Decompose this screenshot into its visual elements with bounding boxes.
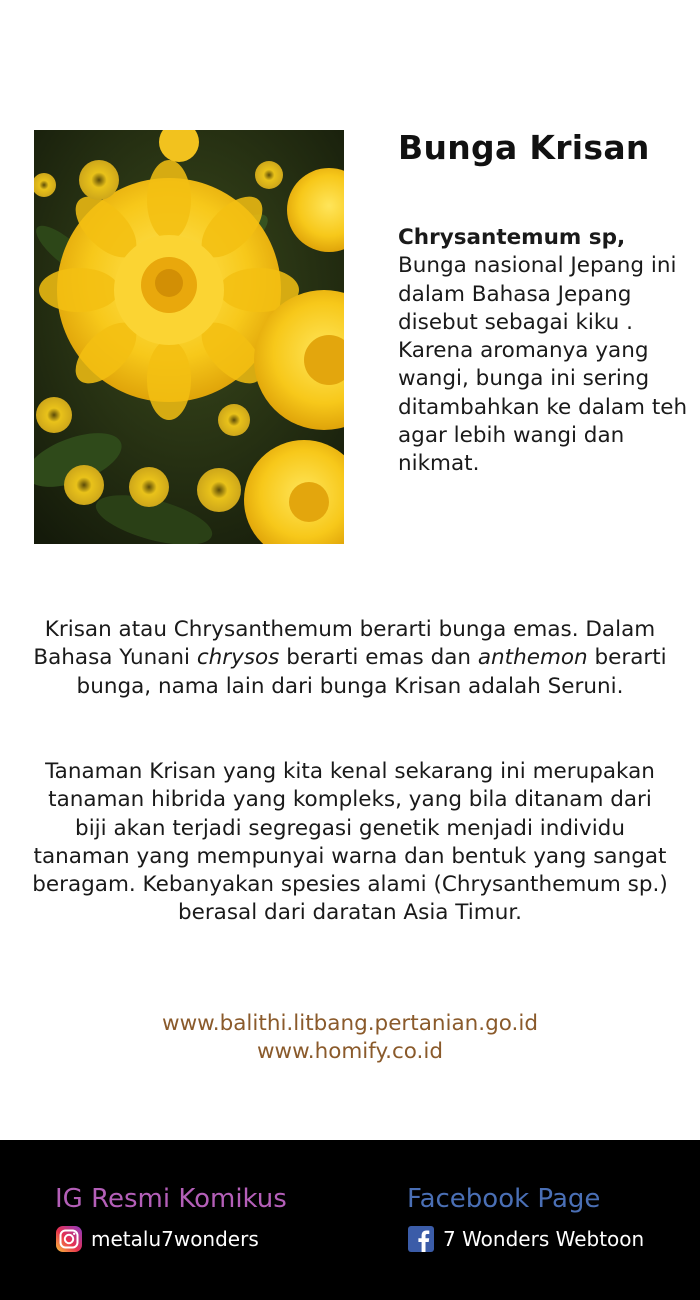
etymology-text-3: berarti bunga, nama lain dari bunga Krisan adalah Seruni. <box>76 645 667 699</box>
etymology-term-chrysos: chrysos <box>196 645 280 671</box>
source-link[interactable]: www.balithi.litbang.pertanian.go.id <box>162 1011 538 1036</box>
side-description <box>398 224 688 479</box>
scientific-name: Chrysantemum sp, <box>398 225 626 250</box>
etymology-text-1: Krisan atau Chrysanthemum berarti bunga emas. Dalam Bahasa Yunani <box>33 617 656 671</box>
hybrid-paragraph: Tanaman Krisan yang kita kenal sekarang ini merupakan tanaman hibrida yang kompleks, yang bila ditanam dari biji akan terjadi segregasi genetik menjadi individu tanaman yang mempunyai warna dan bentuk yang sangat beragam. Kebanyakan spesies alami (Chrysanthemum sp.) berasal dari daratan Asia Timur. <box>32 759 668 926</box>
footer <box>0 1140 700 1300</box>
instagram-link[interactable] <box>55 1224 259 1254</box>
instagram-heading: IG Resmi Komikus <box>55 1184 287 1214</box>
etymology-term-anthemon: anthemon <box>477 645 588 671</box>
etymology-text-2: berarti emas dan <box>279 645 478 671</box>
instagram-icon <box>55 1225 83 1253</box>
source-link[interactable]: www.homify.co.id <box>256 1039 444 1065</box>
side-description-body: Bunga nasional Jepang ini dalam Bahasa Jepang disebut sebagai kiku . Karena aromanya yang wangi, bunga ini sering ditambahkan ke dalam teh agar lebih wangi dan nikmat. <box>398 253 688 477</box>
article-title: Bunga Krisan <box>398 128 650 167</box>
chrysanthemum-photo <box>34 130 344 544</box>
facebook-handle: 7 Wonders Webtoon <box>443 1227 645 1251</box>
facebook-link[interactable] <box>407 1224 644 1254</box>
etymology-paragraph <box>30 616 670 701</box>
instagram-handle: metalu7wonders <box>91 1227 259 1251</box>
facebook-icon <box>407 1225 435 1253</box>
sources <box>30 1010 670 1067</box>
facebook-heading: Facebook Page <box>407 1184 601 1214</box>
